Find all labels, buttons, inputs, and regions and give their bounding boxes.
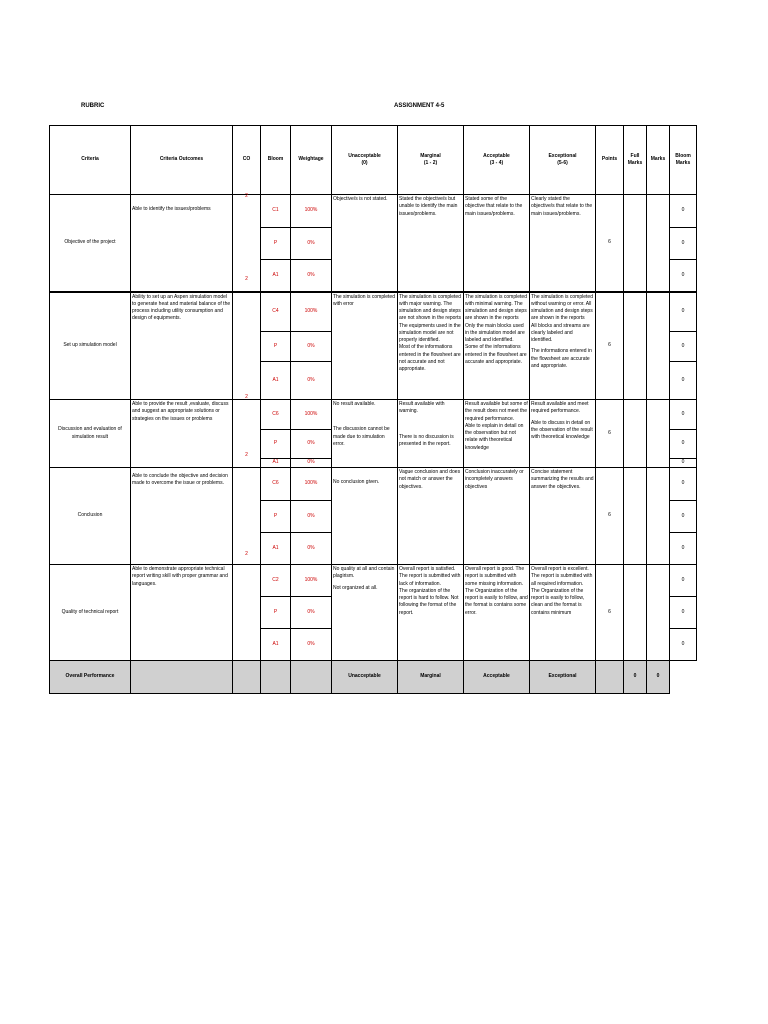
outcome-cell: Able to conclude the objective and decision made to overcome the issue or problems. (131, 468, 233, 565)
criteria-cell: Conclusion (50, 468, 131, 565)
overall-blank (291, 661, 332, 694)
bloom-cell: C1 (261, 195, 291, 228)
criteria-cell: Objective of the project (50, 195, 131, 292)
weightage-cell: 100% (291, 195, 332, 228)
marks-cell (647, 292, 670, 400)
outcome-cell: Ability to set up an Aspen simulation model to generate heat and material balance of the process including utility consumption and design of equipments. (131, 292, 233, 400)
full-marks-cell (624, 468, 647, 565)
exceptional-cell: Result available and meet required performance. Able to discuss in detail on the observation of the result with theoretical knowledge (530, 400, 596, 468)
bloom-marks-cell: 0 (670, 565, 697, 597)
exceptional-cell: Clearly stated the objective/s that relate to the main issues/problems. (530, 195, 596, 292)
weightage-cell: 100% (291, 292, 332, 332)
overall-full-marks: 0 (624, 661, 647, 694)
acceptable-cell: Stated some of the objective that relate to the main issues/problems. (464, 195, 530, 292)
criteria-cell: Set up simulation model (50, 292, 131, 400)
weightage-cell: 0% (291, 629, 332, 661)
bloom-marks-cell: 0 (670, 629, 697, 661)
col-exceptional: Exceptional (5-6) (530, 126, 596, 195)
weightage-cell: 0% (291, 533, 332, 565)
overall-blank (596, 661, 624, 694)
acceptable-cell: The simulation is completed with minimal warning. The simulation and design steps are shown in the reports Only the main blocks used in the simulation model are labeled and identified. Some of the informations entered in the flowsheet are accurate and appropriate. (464, 292, 530, 400)
assignment-title: ASSIGNMENT 4-5 (394, 103, 445, 109)
marks-cell (647, 565, 670, 661)
bloom-marks-cell: 0 (670, 228, 697, 260)
weightage-cell: 0% (291, 597, 332, 629)
col-weightage: Weightage (291, 126, 332, 195)
acceptable-cell: Conclusion inaccurately or incompletely answers objectives (464, 468, 530, 565)
bloom-marks-cell: 0 (670, 400, 697, 430)
table-row (50, 400, 697, 430)
rubric-title: RUBRIC (81, 103, 105, 109)
bloom-cell: P (261, 228, 291, 260)
full-marks-cell (624, 195, 647, 292)
bloom-cell: P (261, 430, 291, 459)
weightage-cell: 100% (291, 400, 332, 430)
outcome-cell: Able to demonstrate appropriate technical report writing skill with proper grammar and languages. (131, 565, 233, 661)
points-cell: 6 (596, 400, 624, 468)
col-marks: Marks (647, 126, 670, 195)
bloom-marks-cell: 0 (670, 292, 697, 332)
points-cell: 6 (596, 292, 624, 400)
acceptable-cell: Overall report is good. The report is submitted with some missing information. The Organization of the report is easily to follow, and the format is contains some error. (464, 565, 530, 661)
bloom-cell: P (261, 501, 291, 533)
col-criteria: Criteria (50, 126, 131, 195)
overall-row (50, 661, 697, 694)
bloom-cell: A1 (261, 362, 291, 400)
overall-blank (131, 661, 233, 694)
unacceptable-cell: Objective/s is not stated. (332, 195, 398, 292)
col-marginal: Marginal (1 - 2) (398, 126, 464, 195)
exceptional-cell: The simulation is completed without warning or error. All simulation and design steps are shown in the reports All blocks and streams are clearly labeled and identified. The informations entered in the flowsheet are accurate and appropriate. (530, 292, 596, 400)
weightage-cell: 0% (291, 228, 332, 260)
bloom-cell: C6 (261, 400, 291, 430)
overall-blank (233, 661, 261, 694)
points-cell: 6 (596, 468, 624, 565)
bloom-marks-cell: 0 (670, 260, 697, 292)
weightage-cell: 0% (291, 260, 332, 292)
exceptional-cell: Concise statement summarizing the results and answer the objectives. (530, 468, 596, 565)
co-cell: 2 (233, 565, 261, 661)
bloom-marks-cell: 0 (670, 533, 697, 565)
co-cell: 2 (233, 195, 261, 292)
marginal-cell: Vague conclusion and does not match or answer the objectives. (398, 468, 464, 565)
table-row (50, 565, 697, 597)
table-row (50, 195, 697, 228)
full-marks-cell (624, 400, 647, 468)
acceptable-cell: Result available but some of the result does not meet the required performance. Able to explain in detail on the observation but not relate with theoretical knowledge (464, 400, 530, 468)
marginal-cell: Result available with warning. There is no discussion is presented in the report. (398, 400, 464, 468)
full-marks-cell (624, 292, 647, 400)
bloom-cell: P (261, 597, 291, 629)
bloom-marks-cell: 0 (670, 459, 697, 468)
co-cell: 2 (233, 400, 261, 468)
exceptional-cell: Overall report is excellent. The report is submitted with all required information. The Organization of the report is easily to follow, clean and the format is contains minimum (530, 565, 596, 661)
overall-blank (261, 661, 291, 694)
points-cell: 6 (596, 565, 624, 661)
bloom-cell: A1 (261, 260, 291, 292)
unacceptable-cell: No result available. The discussion cannot be made due to simulation error. (332, 400, 398, 468)
table-row (50, 292, 697, 332)
full-marks-cell (624, 565, 647, 661)
outcome-cell: Able to provide the result ,evaluate, discuss and suggest an appropriate solutions or strategies on the issues or problems (131, 400, 233, 468)
bloom-cell: A1 (261, 459, 291, 468)
overall-unacceptable: Unacceptable (332, 661, 398, 694)
overall-exceptional: Exceptional (530, 661, 596, 694)
weightage-cell: 0% (291, 459, 332, 468)
marginal-cell: Overall report is satisfied. The report is submitted with lack of information. The organization of the report is hard to follow. Not following the format of the report. (398, 565, 464, 661)
bloom-cell: A1 (261, 629, 291, 661)
bloom-marks-cell: 0 (670, 468, 697, 501)
weightage-cell: 100% (291, 468, 332, 501)
col-points: Points (596, 126, 624, 195)
marginal-cell: Stated the objective/s but unable to identify the main issues/problems. (398, 195, 464, 292)
table-row (50, 468, 697, 501)
bloom-cell: P (261, 332, 291, 362)
outcome-cell: Able to identify the issues/problems (131, 195, 233, 292)
marks-cell (647, 195, 670, 292)
bloom-cell: C6 (261, 468, 291, 501)
marginal-cell: The simulation is completed with major warning. The simulation and design steps are not shown in the reports The equipments used in the simulation model are not properly identified. Most of the informations entered in the flowsheet are not accurate and not appropriate. (398, 292, 464, 400)
rubric-table (49, 125, 697, 694)
bloom-marks-cell: 0 (670, 501, 697, 533)
header-row (50, 126, 697, 195)
unacceptable-cell: No quality at all and contain plagirism. Not organized at all. (332, 565, 398, 661)
bloom-marks-cell: 0 (670, 430, 697, 459)
weightage-cell: 0% (291, 430, 332, 459)
col-outcomes: Criteria Outcomes (131, 126, 233, 195)
co-cell: 2 (233, 468, 261, 565)
col-unacceptable: Unacceptable (0) (332, 126, 398, 195)
bloom-cell: C4 (261, 292, 291, 332)
bloom-marks-cell: 0 (670, 362, 697, 400)
weightage-cell: 0% (291, 501, 332, 533)
unacceptable-cell: The simulation is completed with error (332, 292, 398, 400)
overall-marginal: Marginal (398, 661, 464, 694)
points-cell: 6 (596, 195, 624, 292)
overall-blank (670, 661, 697, 694)
marks-cell (647, 400, 670, 468)
col-acceptable: Acceptable (3 - 4) (464, 126, 530, 195)
col-co: CO (233, 126, 261, 195)
weightage-cell: 0% (291, 362, 332, 400)
col-full-marks: Full Marks (624, 126, 647, 195)
bloom-marks-cell: 0 (670, 332, 697, 362)
overall-label: Overall Performance (50, 661, 131, 694)
bloom-cell: C2 (261, 565, 291, 597)
bloom-marks-cell: 0 (670, 195, 697, 228)
weightage-cell: 100% (291, 565, 332, 597)
col-bloom: Bloom (261, 126, 291, 195)
marks-cell (647, 468, 670, 565)
col-bloom-marks: Bloom Marks (670, 126, 697, 195)
overall-acceptable: Acceptable (464, 661, 530, 694)
bloom-marks-cell: 0 (670, 597, 697, 629)
overall-marks: 0 (647, 661, 670, 694)
weightage-cell: 0% (291, 332, 332, 362)
co-cell: 2 (233, 292, 261, 400)
bloom-cell: A1 (261, 533, 291, 565)
criteria-cell: Discussion and evaluation of simulation result (50, 400, 131, 468)
unacceptable-cell: No conclusion given. (332, 468, 398, 565)
criteria-cell: Quality of technical report (50, 565, 131, 661)
